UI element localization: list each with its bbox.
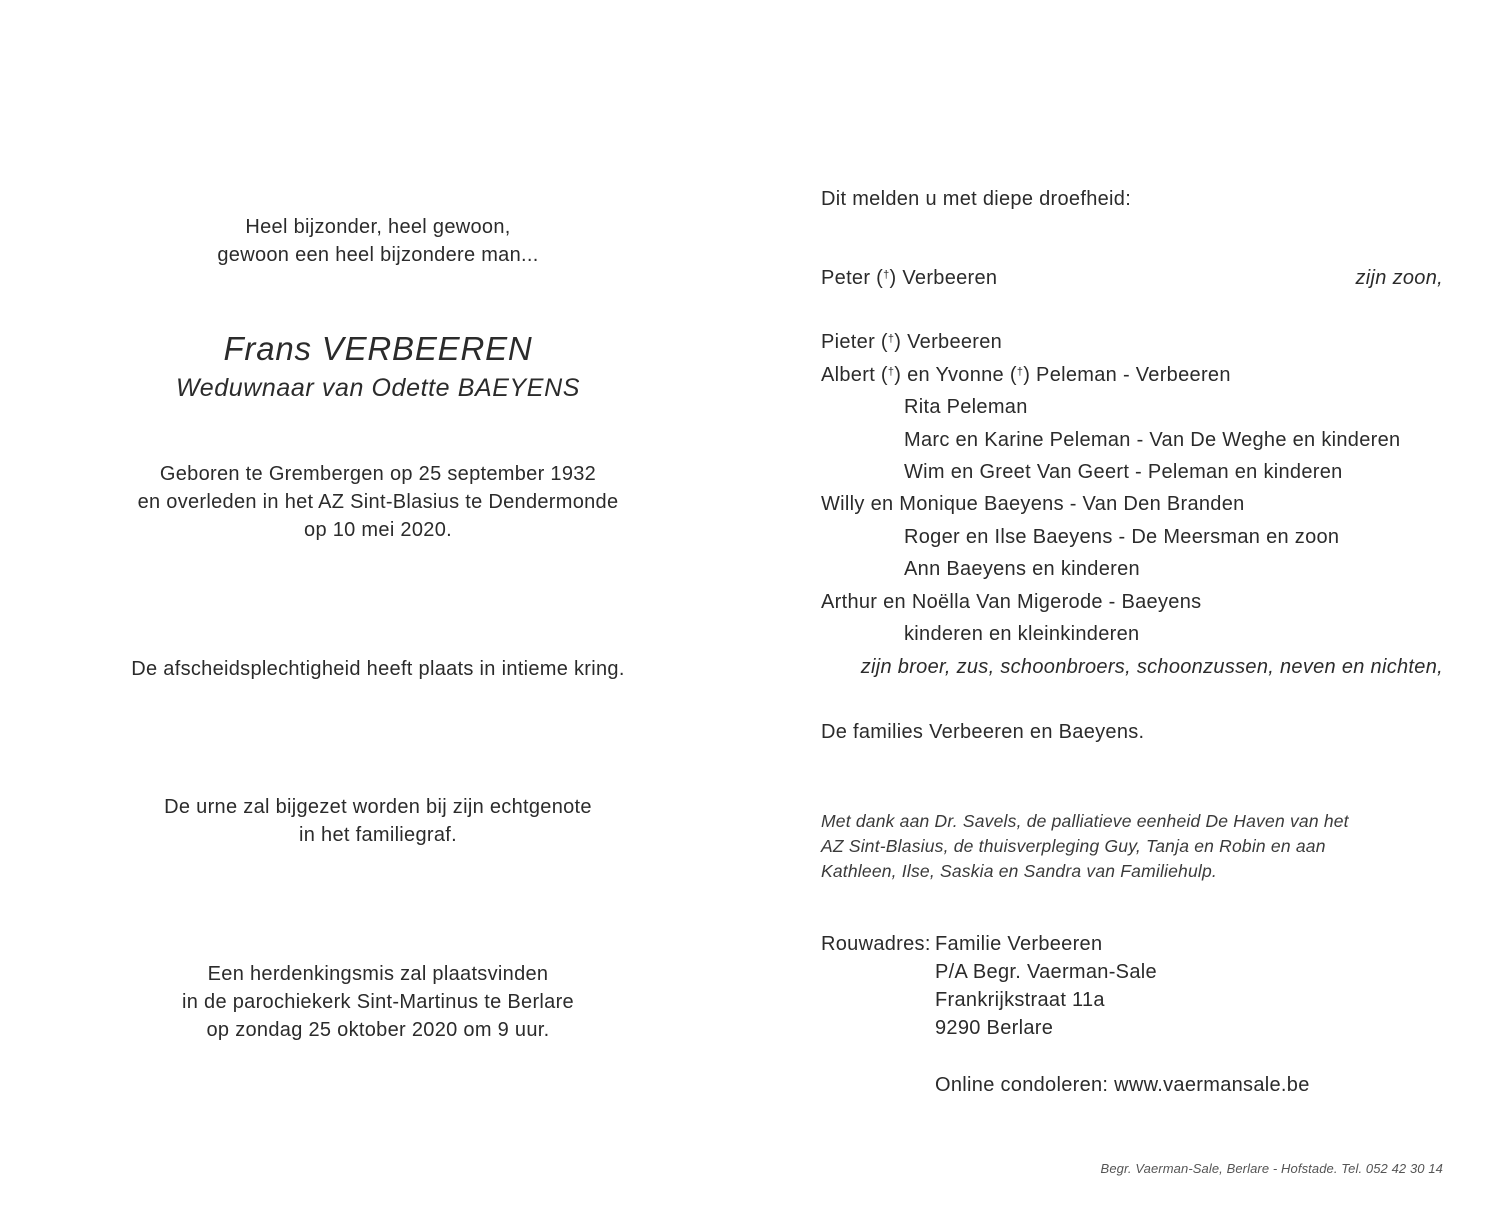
urn-line-1: De urne zal bijgezet worden bij zijn echtgenote (164, 796, 592, 818)
family-albert: Albert (†) en Yvonne (†) Peleman - Verbeeren (821, 364, 1231, 386)
death-date-line: op 10 mei 2020. (304, 519, 452, 541)
cross-icon: † (887, 366, 895, 378)
address-label: Rouwadres: (821, 933, 931, 955)
address-line-4: 9290 Berlare (935, 1017, 1054, 1039)
urn-line-2: in het familiegraf. (299, 824, 457, 846)
family-willy: Willy en Monique Baeyens - Van Den Branden (821, 493, 1245, 515)
mass-line-2: in de parochiekerk Sint-Martinus te Berlare (182, 991, 574, 1013)
address-block (935, 930, 1157, 1042)
birth-line: Geboren te Grembergen op 25 september 1932 (159, 463, 597, 485)
ceremony-text: De afscheidsplechtigheid heeft plaats in intieme kring. (131, 658, 625, 680)
widower-line: Weduwnaar van Odette BAEYENS (175, 374, 581, 402)
epigraph (0, 213, 756, 269)
announcement-intro: Dit melden u met diepe droefheid: (821, 188, 1132, 210)
epigraph-line-2: gewoon een heel bijzondere man... (217, 244, 539, 266)
cross-icon: † (883, 269, 890, 281)
mass-line-1: Een herdenkingsmis zal plaatsvinden (207, 963, 549, 985)
family-marc: Marc en Karine Peleman - Van De Weghe en kinderen (904, 429, 1401, 451)
online-condolences: Online condoleren: www.vaermansale.be (935, 1074, 1310, 1096)
address-line-3: Frankrijkstraat 11a (935, 989, 1105, 1011)
family-roger: Roger en Ilse Baeyens - De Meersman en zoon (904, 526, 1340, 548)
birth-death-info (0, 460, 756, 544)
funeral-home-footer: Begr. Vaerman-Sale, Berlare - Hofstade. Tel. 052 42 30 14 (1100, 1161, 1443, 1176)
thanks-line-2: AZ Sint-Blasius, de thuisverpleging Guy, Tanja en Robin en aan (821, 836, 1326, 856)
epigraph-line-1: Heel bijzonder, heel gewoon, (245, 216, 511, 238)
cross-icon: † (887, 333, 895, 345)
family-rita: Rita Peleman (904, 396, 1028, 418)
family-pieter: Pieter (†) Verbeeren (821, 331, 1003, 353)
deceased-name: Frans VERBEEREN (223, 330, 533, 367)
thanks-line-1: Met dank aan Dr. Savels, de palliatieve eenheid De Haven van het (821, 811, 1349, 831)
thanks-text (821, 809, 1349, 884)
families-line: De families Verbeeren en Baeyens. (821, 721, 1145, 743)
family-relation: zijn broer, zus, schoonbroers, schoonzussen, neven en nichten, (860, 656, 1443, 678)
son-name: Peter (†) Verbeeren (821, 267, 998, 289)
son-relation: zijn zoon, (1355, 267, 1443, 289)
family-arthur: Arthur en Noëlla Van Migerode - Baeyens (821, 591, 1202, 613)
address-line-2: P/A Begr. Vaerman-Sale (935, 961, 1157, 983)
thanks-line-3: Kathleen, Ilse, Saskia en Sandra van Familiehulp. (821, 861, 1217, 881)
cross-icon: † (1016, 366, 1024, 378)
memorial-mass-text (0, 960, 756, 1044)
family-ann: Ann Baeyens en kinderen (904, 558, 1140, 580)
death-line: en overleden in het AZ Sint-Blasius te Dendermonde (137, 491, 619, 513)
family-wim: Wim en Greet Van Geert - Peleman en kinderen (904, 461, 1343, 483)
address-line-1: Familie Verbeeren (935, 933, 1103, 955)
urn-text (0, 793, 756, 849)
family-kids: kinderen en kleinkinderen (904, 623, 1140, 645)
mass-line-3: op zondag 25 oktober 2020 om 9 uur. (206, 1019, 550, 1041)
